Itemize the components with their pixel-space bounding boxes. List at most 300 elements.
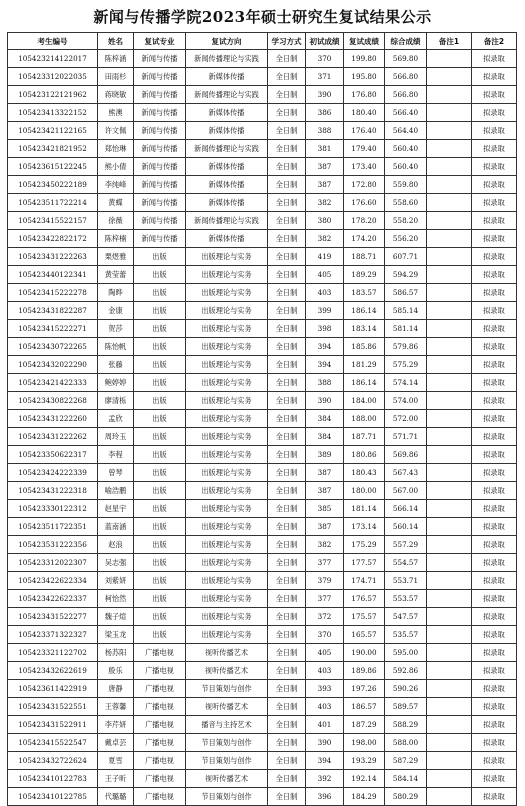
exam-id-cell: 105423424222339 — [8, 464, 98, 482]
remark-2-cell: 拟录取 — [472, 608, 517, 626]
table-row — [8, 680, 517, 698]
retest-score-cell: 180.40 — [344, 104, 385, 122]
exam-id-cell: 105423415222278 — [8, 284, 98, 302]
direction-cell: 出版理论与实务 — [186, 320, 268, 338]
name-cell: 刘紫妍 — [98, 572, 134, 590]
retest-score-cell: 165.57 — [344, 626, 385, 644]
table-row — [8, 104, 517, 122]
direction-cell: 视听传播艺术 — [186, 698, 268, 716]
major-cell: 出版 — [134, 536, 186, 554]
total-score-cell: 566.14 — [385, 500, 427, 518]
remark-1-cell — [427, 752, 472, 770]
name-cell: 贺莎 — [98, 320, 134, 338]
remark-1-cell — [427, 680, 472, 698]
table-row — [8, 266, 517, 284]
direction-cell: 出版理论与实务 — [186, 410, 268, 428]
initial-score-cell: 403 — [306, 698, 344, 716]
remark-1-cell — [427, 320, 472, 338]
remark-2-cell: 拟录取 — [472, 158, 517, 176]
remark-2-cell: 拟录取 — [472, 122, 517, 140]
direction-cell: 新媒体传播 — [186, 230, 268, 248]
major-cell: 新闻与传播 — [134, 158, 186, 176]
remark-2-cell: 拟录取 — [472, 590, 517, 608]
total-score-cell: 574.00 — [385, 392, 427, 410]
initial-score-cell: 393 — [306, 680, 344, 698]
remark-1-cell — [427, 158, 472, 176]
major-cell: 出版 — [134, 554, 186, 572]
total-score-cell: 569.80 — [385, 50, 427, 68]
remark-1-cell — [427, 230, 472, 248]
remark-1-cell — [427, 176, 472, 194]
table-row — [8, 302, 517, 320]
remark-2-cell: 拟录取 — [472, 230, 517, 248]
total-score-cell: 560.40 — [385, 158, 427, 176]
retest-score-cell: 172.80 — [344, 176, 385, 194]
exam-id-cell: 105423511722351 — [8, 518, 98, 536]
initial-score-cell: 386 — [306, 104, 344, 122]
name-cell: 吴志强 — [98, 554, 134, 572]
major-cell: 新闻与传播 — [134, 194, 186, 212]
exam-id-cell: 105423413322152 — [8, 104, 98, 122]
study-mode-cell: 全日制 — [268, 536, 306, 554]
exam-id-cell: 105423531222356 — [8, 536, 98, 554]
remark-2-cell: 拟录取 — [472, 104, 517, 122]
initial-score-cell: 381 — [306, 140, 344, 158]
retest-score-cell: 189.86 — [344, 662, 385, 680]
table-row — [8, 428, 517, 446]
major-cell: 新闻与传播 — [134, 104, 186, 122]
name-cell: 李纯峰 — [98, 176, 134, 194]
exam-id-cell: 105423440122341 — [8, 266, 98, 284]
total-score-cell: 560.14 — [385, 518, 427, 536]
initial-score-cell: 388 — [306, 374, 344, 392]
major-cell: 出版 — [134, 500, 186, 518]
retest-score-cell: 184.29 — [344, 788, 385, 806]
remark-1-cell — [427, 104, 472, 122]
remark-1-cell — [427, 536, 472, 554]
exam-id-cell: 105423431222260 — [8, 410, 98, 428]
table-row — [8, 140, 517, 158]
name-cell: 陈梓楠 — [98, 230, 134, 248]
remark-2-cell: 拟录取 — [472, 266, 517, 284]
retest-score-cell: 190.00 — [344, 644, 385, 662]
retest-score-cell: 180.43 — [344, 464, 385, 482]
remark-1-cell — [427, 140, 472, 158]
direction-cell: 出版理论与实务 — [186, 428, 268, 446]
major-cell: 出版 — [134, 590, 186, 608]
name-cell: 蒋晓敏 — [98, 86, 134, 104]
total-score-cell: 553.57 — [385, 590, 427, 608]
retest-score-cell: 198.00 — [344, 734, 385, 752]
initial-score-cell: 379 — [306, 572, 344, 590]
retest-score-cell: 188.71 — [344, 248, 385, 266]
initial-score-cell: 387 — [306, 482, 344, 500]
name-cell: 栗煜雅 — [98, 248, 134, 266]
name-cell: 曾琴 — [98, 464, 134, 482]
exam-id-cell: 105423312022035 — [8, 68, 98, 86]
major-cell: 广播电视 — [134, 644, 186, 662]
major-cell: 广播电视 — [134, 662, 186, 680]
retest-score-cell: 187.29 — [344, 716, 385, 734]
retest-score-cell: 177.57 — [344, 554, 385, 572]
remark-2-cell: 拟录取 — [472, 626, 517, 644]
name-cell: 殷乐 — [98, 662, 134, 680]
column-header-major: 复试专业 — [134, 33, 186, 50]
direction-cell: 出版理论与实务 — [186, 536, 268, 554]
remark-1-cell — [427, 302, 472, 320]
remark-2-cell: 拟录取 — [472, 788, 517, 806]
initial-score-cell: 401 — [306, 716, 344, 734]
column-header-remark-1: 备注1 — [427, 33, 472, 50]
table-row — [8, 248, 517, 266]
retest-score-cell: 188.00 — [344, 410, 385, 428]
total-score-cell: 564.40 — [385, 122, 427, 140]
results-table — [7, 32, 517, 806]
exam-id-cell: 105423430822268 — [8, 392, 98, 410]
initial-score-cell: 390 — [306, 734, 344, 752]
retest-score-cell: 179.40 — [344, 140, 385, 158]
retest-score-cell: 184.00 — [344, 392, 385, 410]
remark-1-cell — [427, 392, 472, 410]
table-row — [8, 536, 517, 554]
table-row — [8, 500, 517, 518]
direction-cell: 新媒体传播 — [186, 176, 268, 194]
study-mode-cell: 全日制 — [268, 248, 306, 266]
major-cell: 出版 — [134, 518, 186, 536]
total-score-cell: 584.14 — [385, 770, 427, 788]
initial-score-cell: 388 — [306, 122, 344, 140]
name-cell: 陶晔 — [98, 284, 134, 302]
direction-cell: 新媒体传播 — [186, 68, 268, 86]
remark-2-cell: 拟录取 — [472, 284, 517, 302]
exam-id-cell: 105423611422919 — [8, 680, 98, 698]
study-mode-cell: 全日制 — [268, 104, 306, 122]
retest-score-cell: 173.14 — [344, 518, 385, 536]
major-cell: 出版 — [134, 374, 186, 392]
initial-score-cell: 382 — [306, 536, 344, 554]
column-header-study-mode: 学习方式 — [268, 33, 306, 50]
exam-id-cell: 105423431522911 — [8, 716, 98, 734]
name-cell: 赵浪 — [98, 536, 134, 554]
initial-score-cell: 384 — [306, 410, 344, 428]
direction-cell: 出版理论与实务 — [186, 374, 268, 392]
table-row — [8, 194, 517, 212]
retest-score-cell: 178.20 — [344, 212, 385, 230]
name-cell: 魏子煊 — [98, 608, 134, 626]
name-cell: 田雨杉 — [98, 68, 134, 86]
retest-score-cell: 183.14 — [344, 320, 385, 338]
study-mode-cell: 全日制 — [268, 158, 306, 176]
direction-cell: 出版理论与实务 — [186, 338, 268, 356]
study-mode-cell: 全日制 — [268, 410, 306, 428]
exam-id-cell: 105423214122017 — [8, 50, 98, 68]
initial-score-cell: 392 — [306, 770, 344, 788]
retest-score-cell: 183.57 — [344, 284, 385, 302]
study-mode-cell: 全日制 — [268, 608, 306, 626]
study-mode-cell: 全日制 — [268, 266, 306, 284]
name-cell: 郑怡琳 — [98, 140, 134, 158]
name-cell: 金康 — [98, 302, 134, 320]
table-row — [8, 662, 517, 680]
total-score-cell: 580.29 — [385, 788, 427, 806]
remark-2-cell: 拟录取 — [472, 176, 517, 194]
major-cell: 新闻与传播 — [134, 122, 186, 140]
major-cell: 出版 — [134, 626, 186, 644]
initial-score-cell: 384 — [306, 428, 344, 446]
major-cell: 新闻与传播 — [134, 140, 186, 158]
study-mode-cell: 全日制 — [268, 194, 306, 212]
retest-score-cell: 192.14 — [344, 770, 385, 788]
exam-id-cell: 105423422622337 — [8, 590, 98, 608]
initial-score-cell: 405 — [306, 644, 344, 662]
major-cell: 出版 — [134, 572, 186, 590]
remark-2-cell: 拟录取 — [472, 212, 517, 230]
remark-1-cell — [427, 500, 472, 518]
study-mode-cell: 全日制 — [268, 554, 306, 572]
major-cell: 出版 — [134, 608, 186, 626]
exam-id-cell: 105423432022290 — [8, 356, 98, 374]
total-score-cell: 559.80 — [385, 176, 427, 194]
exam-id-cell: 105423321122702 — [8, 644, 98, 662]
remark-1-cell — [427, 734, 472, 752]
direction-cell: 新闻传播理论与实践 — [186, 50, 268, 68]
total-score-cell: 588.29 — [385, 716, 427, 734]
exam-id-cell: 105423421122165 — [8, 122, 98, 140]
direction-cell: 出版理论与实务 — [186, 446, 268, 464]
table-row — [8, 518, 517, 536]
direction-cell: 新媒体传播 — [186, 122, 268, 140]
remark-1-cell — [427, 698, 472, 716]
table-row — [8, 590, 517, 608]
name-cell: 夏雪 — [98, 752, 134, 770]
total-score-cell: 566.80 — [385, 68, 427, 86]
initial-score-cell: 398 — [306, 320, 344, 338]
direction-cell: 出版理论与实务 — [186, 392, 268, 410]
exam-id-cell: 105423421422333 — [8, 374, 98, 392]
study-mode-cell: 全日制 — [268, 770, 306, 788]
direction-cell: 节目策划与创作 — [186, 752, 268, 770]
total-score-cell: 554.57 — [385, 554, 427, 572]
initial-score-cell: 380 — [306, 212, 344, 230]
retest-score-cell: 189.29 — [344, 266, 385, 284]
remark-1-cell — [427, 482, 472, 500]
remark-2-cell: 拟录取 — [472, 662, 517, 680]
name-cell: 王子昕 — [98, 770, 134, 788]
remark-1-cell — [427, 626, 472, 644]
major-cell: 广播电视 — [134, 716, 186, 734]
initial-score-cell: 389 — [306, 446, 344, 464]
remark-1-cell — [427, 428, 472, 446]
remark-1-cell — [427, 608, 472, 626]
study-mode-cell: 全日制 — [268, 176, 306, 194]
remark-2-cell: 拟录取 — [472, 446, 517, 464]
name-cell: 梁玉龙 — [98, 626, 134, 644]
total-score-cell: 589.57 — [385, 698, 427, 716]
table-header-row — [8, 33, 517, 50]
table-row — [8, 446, 517, 464]
remark-1-cell — [427, 446, 472, 464]
remark-2-cell: 拟录取 — [472, 482, 517, 500]
initial-score-cell: 382 — [306, 194, 344, 212]
total-score-cell: 547.57 — [385, 608, 427, 626]
total-score-cell: 592.86 — [385, 662, 427, 680]
exam-id-cell: 105423511722214 — [8, 194, 98, 212]
remark-1-cell — [427, 68, 472, 86]
study-mode-cell: 全日制 — [268, 356, 306, 374]
total-score-cell: 574.14 — [385, 374, 427, 392]
major-cell: 出版 — [134, 392, 186, 410]
direction-cell: 新闻传播理论与实践 — [186, 140, 268, 158]
exam-id-cell: 105423415222271 — [8, 320, 98, 338]
direction-cell: 播音与主持艺术 — [186, 716, 268, 734]
remark-2-cell: 拟录取 — [472, 194, 517, 212]
major-cell: 出版 — [134, 302, 186, 320]
remark-2-cell: 拟录取 — [472, 392, 517, 410]
table-row — [8, 770, 517, 788]
name-cell: 喻浩鹏 — [98, 482, 134, 500]
remark-2-cell: 拟录取 — [472, 716, 517, 734]
remark-2-cell: 拟录取 — [472, 734, 517, 752]
retest-score-cell: 186.14 — [344, 302, 385, 320]
exam-id-cell: 105423350622317 — [8, 446, 98, 464]
remark-1-cell — [427, 266, 472, 284]
remark-2-cell: 拟录取 — [472, 356, 517, 374]
column-header-exam-id: 考生编号 — [8, 33, 98, 50]
study-mode-cell: 全日制 — [268, 752, 306, 770]
exam-id-cell: 105423432722624 — [8, 752, 98, 770]
initial-score-cell: 370 — [306, 626, 344, 644]
table-row — [8, 356, 517, 374]
initial-score-cell: 387 — [306, 518, 344, 536]
table-row — [8, 608, 517, 626]
major-cell: 广播电视 — [134, 788, 186, 806]
remark-1-cell — [427, 50, 472, 68]
table-row — [8, 464, 517, 482]
total-score-cell: 556.20 — [385, 230, 427, 248]
retest-score-cell: 176.57 — [344, 590, 385, 608]
direction-cell: 节目策划与创作 — [186, 788, 268, 806]
direction-cell: 出版理论与实务 — [186, 500, 268, 518]
remark-2-cell: 拟录取 — [472, 248, 517, 266]
remark-2-cell: 拟录取 — [472, 536, 517, 554]
remark-2-cell: 拟录取 — [472, 320, 517, 338]
initial-score-cell: 387 — [306, 158, 344, 176]
study-mode-cell: 全日制 — [268, 680, 306, 698]
retest-score-cell: 175.57 — [344, 608, 385, 626]
exam-id-cell: 105423431222318 — [8, 482, 98, 500]
total-score-cell: 579.86 — [385, 338, 427, 356]
study-mode-cell: 全日制 — [268, 446, 306, 464]
exam-id-cell: 105423431222263 — [8, 248, 98, 266]
remark-2-cell: 拟录取 — [472, 50, 517, 68]
initial-score-cell: 394 — [306, 356, 344, 374]
study-mode-cell: 全日制 — [268, 320, 306, 338]
retest-score-cell: 180.00 — [344, 482, 385, 500]
total-score-cell: 586.57 — [385, 284, 427, 302]
remark-2-cell: 拟录取 — [472, 518, 517, 536]
study-mode-cell: 全日制 — [268, 662, 306, 680]
retest-score-cell: 175.29 — [344, 536, 385, 554]
study-mode-cell: 全日制 — [268, 140, 306, 158]
table-row — [8, 374, 517, 392]
initial-score-cell: 382 — [306, 230, 344, 248]
remark-1-cell — [427, 122, 472, 140]
initial-score-cell: 399 — [306, 302, 344, 320]
table-row — [8, 284, 517, 302]
major-cell: 出版 — [134, 338, 186, 356]
name-cell: 黄蝶 — [98, 194, 134, 212]
table-row — [8, 176, 517, 194]
exam-id-cell: 105423432622619 — [8, 662, 98, 680]
table-row — [8, 752, 517, 770]
total-score-cell: 558.60 — [385, 194, 427, 212]
major-cell: 出版 — [134, 266, 186, 284]
total-score-cell: 575.29 — [385, 356, 427, 374]
remark-1-cell — [427, 86, 472, 104]
initial-score-cell: 403 — [306, 662, 344, 680]
remark-1-cell — [427, 464, 472, 482]
study-mode-cell: 全日制 — [268, 338, 306, 356]
total-score-cell: 566.40 — [385, 104, 427, 122]
direction-cell: 出版理论与实务 — [186, 356, 268, 374]
major-cell: 新闻与传播 — [134, 230, 186, 248]
remark-2-cell: 拟录取 — [472, 770, 517, 788]
exam-id-cell: 105423312022307 — [8, 554, 98, 572]
total-score-cell: 607.71 — [385, 248, 427, 266]
exam-id-cell: 105423410122783 — [8, 770, 98, 788]
direction-cell: 出版理论与实务 — [186, 608, 268, 626]
total-score-cell: 594.29 — [385, 266, 427, 284]
remark-2-cell: 拟录取 — [472, 752, 517, 770]
column-header-remark-2: 备注2 — [472, 33, 517, 50]
remark-1-cell — [427, 716, 472, 734]
table-row — [8, 86, 517, 104]
table-row — [8, 482, 517, 500]
study-mode-cell: 全日制 — [268, 68, 306, 86]
study-mode-cell: 全日制 — [268, 518, 306, 536]
initial-score-cell: 371 — [306, 68, 344, 86]
remark-2-cell: 拟录取 — [472, 464, 517, 482]
major-cell: 出版 — [134, 482, 186, 500]
name-cell: 周玲玉 — [98, 428, 134, 446]
direction-cell: 视听传播艺术 — [186, 662, 268, 680]
table-row — [8, 410, 517, 428]
major-cell: 出版 — [134, 284, 186, 302]
direction-cell: 新媒体传播 — [186, 104, 268, 122]
study-mode-cell: 全日制 — [268, 698, 306, 716]
initial-score-cell: 372 — [306, 608, 344, 626]
total-score-cell: 553.71 — [385, 572, 427, 590]
study-mode-cell: 全日制 — [268, 734, 306, 752]
total-score-cell: 557.29 — [385, 536, 427, 554]
direction-cell: 出版理论与实务 — [186, 302, 268, 320]
name-cell: 张藤 — [98, 356, 134, 374]
name-cell: 鲍婷婷 — [98, 374, 134, 392]
initial-score-cell: 394 — [306, 338, 344, 356]
major-cell: 出版 — [134, 446, 186, 464]
name-cell: 陈怡帆 — [98, 338, 134, 356]
major-cell: 广播电视 — [134, 752, 186, 770]
name-cell: 王蓉馨 — [98, 698, 134, 716]
study-mode-cell: 全日制 — [268, 500, 306, 518]
remark-1-cell — [427, 284, 472, 302]
name-cell: 许文佩 — [98, 122, 134, 140]
initial-score-cell: 396 — [306, 788, 344, 806]
name-cell: 蓝南涵 — [98, 518, 134, 536]
remark-2-cell: 拟录取 — [472, 410, 517, 428]
major-cell: 出版 — [134, 248, 186, 266]
direction-cell: 新闻传播理论与实践 — [186, 86, 268, 104]
